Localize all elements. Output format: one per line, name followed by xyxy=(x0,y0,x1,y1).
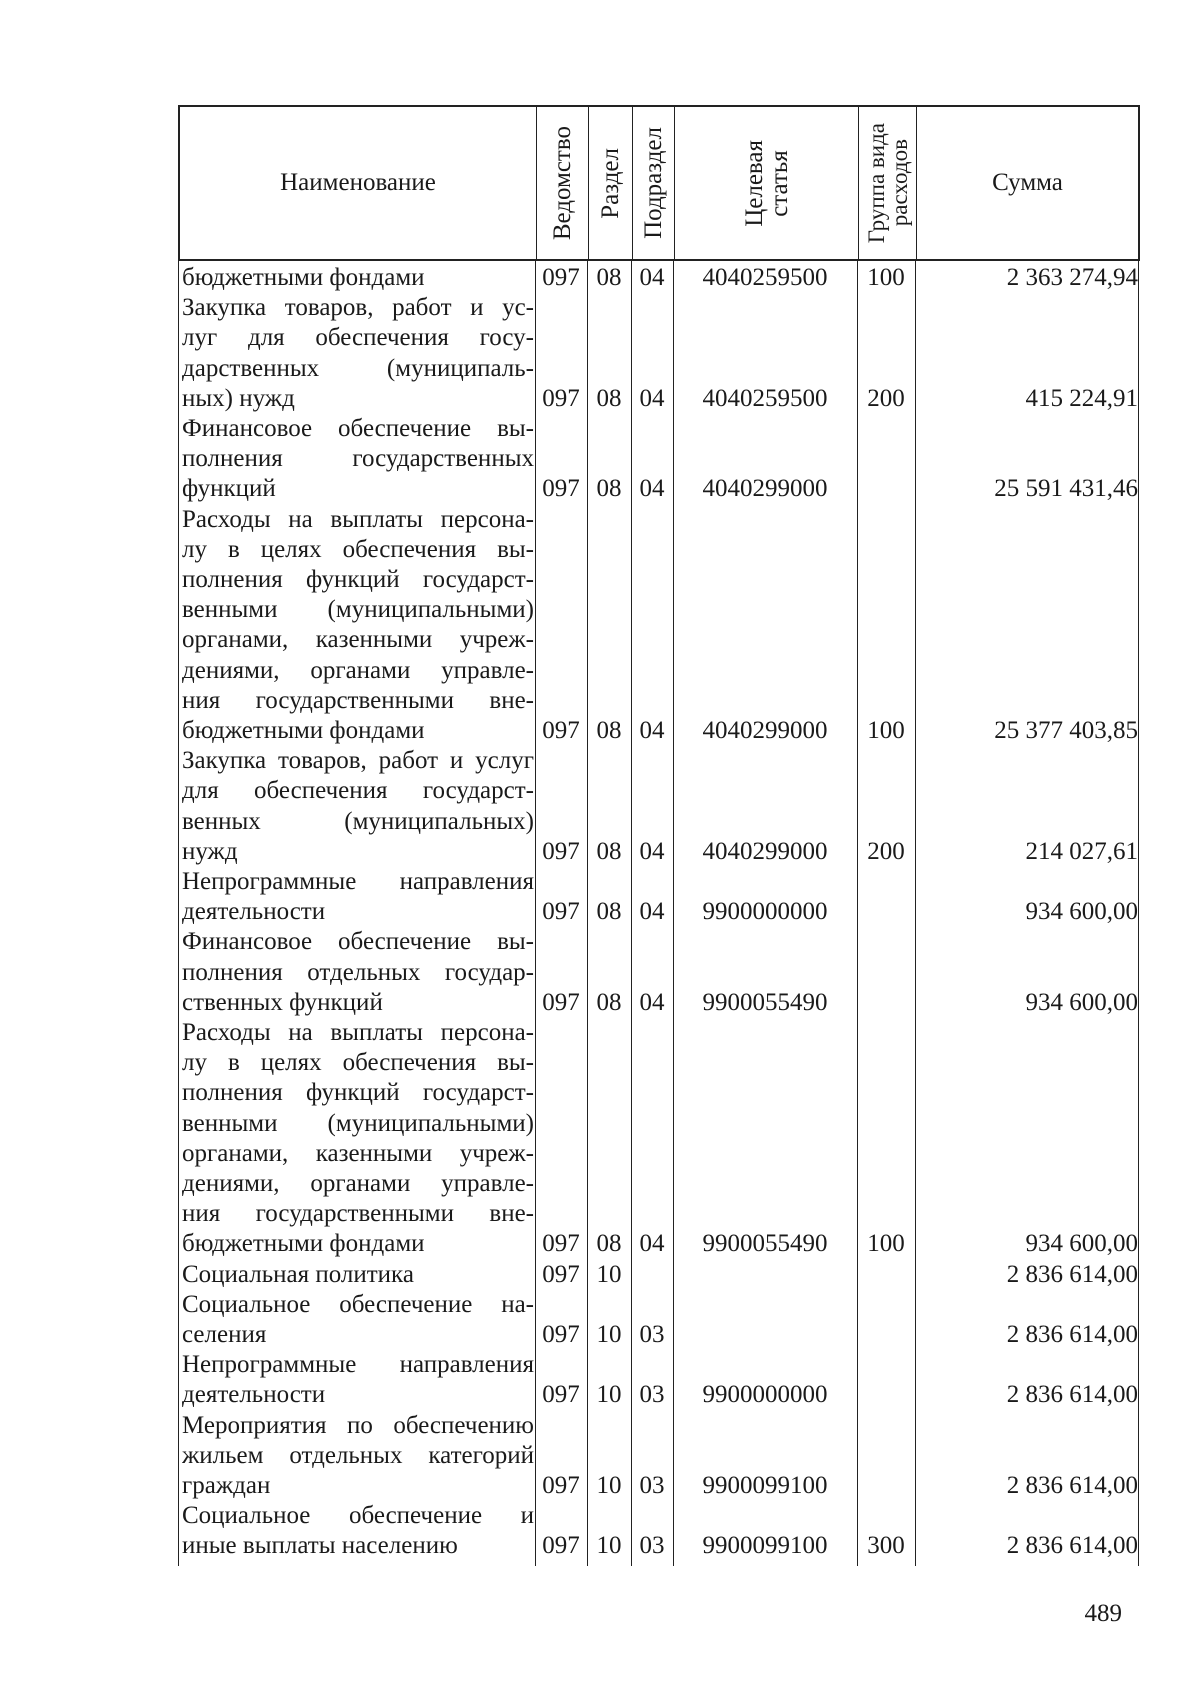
row-name-line: органами, казенными учреж- xyxy=(182,1139,534,1167)
row-podrazdel: 03 xyxy=(639,1320,665,1348)
row-name-line: иные выплаты населению xyxy=(182,1532,458,1560)
row-name xyxy=(182,263,534,293)
header-gruppa xyxy=(859,107,917,259)
row-ved: 097 xyxy=(542,898,580,926)
row-name-line: деятельности xyxy=(182,898,326,926)
row-name xyxy=(182,927,534,1018)
table-row xyxy=(178,293,1142,414)
row-podrazdel: 04 xyxy=(639,384,665,412)
row-name-line: полнения государственных xyxy=(182,445,534,473)
row-ved: 097 xyxy=(542,1471,580,1499)
row-name xyxy=(182,1290,534,1350)
row-name-line: деятельности xyxy=(182,1381,326,1409)
row-gruppa: 200 xyxy=(867,384,905,412)
header-gruppa-label xyxy=(865,123,911,243)
row-name-line: полнения отдельных государ- xyxy=(182,958,534,986)
row-gruppa: 300 xyxy=(867,1532,905,1560)
header-name-label: Наименование xyxy=(280,169,436,196)
row-name xyxy=(182,1018,534,1260)
row-name-line: луг для обеспечения госу- xyxy=(182,324,534,352)
row-podrazdel: 03 xyxy=(639,1532,665,1560)
row-name-line: ственных функций xyxy=(182,988,383,1016)
row-podrazdel: 04 xyxy=(639,988,665,1016)
row-ved: 097 xyxy=(542,263,580,291)
table-row xyxy=(178,263,1142,293)
row-podrazdel: 03 xyxy=(639,1381,665,1409)
row-ved: 097 xyxy=(542,837,580,865)
row-ved: 097 xyxy=(542,1230,580,1258)
table-body xyxy=(178,261,1142,1566)
row-name-line: лу в целях обеспечения вы- xyxy=(182,1049,534,1077)
row-ved: 097 xyxy=(542,988,580,1016)
row-name-line: Закупка товаров, работ и ус- xyxy=(182,294,534,322)
row-razdel: 08 xyxy=(596,716,622,744)
row-name-line: для обеспечения государст- xyxy=(182,777,534,805)
row-celevaya: 9900055490 xyxy=(702,988,828,1016)
header-summa-label: Сумма xyxy=(992,169,1063,196)
row-summa: 934 600,00 xyxy=(1025,898,1138,926)
row-podrazdel: 03 xyxy=(639,1471,665,1499)
row-name-line: дарственных (муниципаль- xyxy=(182,354,534,382)
row-ved: 097 xyxy=(542,1320,580,1348)
row-podrazdel: 04 xyxy=(639,837,665,865)
row-razdel: 08 xyxy=(596,837,622,865)
header-podrazdel-label: Подраздел xyxy=(640,127,667,239)
row-razdel: 10 xyxy=(596,1320,622,1348)
row-ved: 097 xyxy=(542,1260,580,1288)
row-name-line: дениями, органами управле- xyxy=(182,1169,534,1197)
header-ved xyxy=(537,107,589,259)
row-gruppa: 100 xyxy=(867,716,905,744)
row-celevaya: 4040259500 xyxy=(702,384,828,412)
table-row xyxy=(178,1411,1142,1502)
row-name-line: Социальная политика xyxy=(182,1260,414,1288)
row-name-line: функций xyxy=(182,475,276,503)
row-name-line: венными (муниципальными) xyxy=(182,1109,534,1137)
row-summa: 25 591 431,46 xyxy=(994,475,1138,503)
page-number: 489 xyxy=(1084,1600,1122,1627)
row-name-line: лу в целях обеспечения вы- xyxy=(182,535,534,563)
row-name xyxy=(182,293,534,414)
row-summa: 934 600,00 xyxy=(1025,1230,1138,1258)
header-gruppa-line1: Группа вида xyxy=(863,122,889,244)
row-name xyxy=(182,867,534,927)
row-celevaya: 9900055490 xyxy=(702,1230,828,1258)
row-name-line: Закупка товаров, работ и услуг xyxy=(182,747,534,775)
table-row xyxy=(178,1290,1142,1350)
row-name-line: Социальное обеспечение на- xyxy=(182,1290,534,1318)
row-summa: 25 377 403,85 xyxy=(994,716,1138,744)
header-razdel-label: Раздел xyxy=(597,147,624,219)
table-row xyxy=(178,505,1142,747)
table-row xyxy=(178,1018,1142,1260)
table-row xyxy=(178,1260,1142,1290)
table-row xyxy=(178,927,1142,1018)
row-summa: 2 836 614,00 xyxy=(1006,1381,1138,1409)
row-ved: 097 xyxy=(542,384,580,412)
row-podrazdel: 04 xyxy=(639,263,665,291)
row-razdel: 08 xyxy=(596,1230,622,1258)
row-name xyxy=(182,1501,534,1561)
row-celevaya: 4040299000 xyxy=(702,716,828,744)
header-ved-label: Ведомство xyxy=(549,125,576,241)
row-razdel: 08 xyxy=(596,475,622,503)
row-name-line: ных) нужд xyxy=(182,384,295,412)
row-celevaya: 4040299000 xyxy=(702,837,828,865)
row-name-line: дениями, органами управле- xyxy=(182,656,534,684)
row-name-line: Финансовое обеспечение вы- xyxy=(182,928,534,956)
row-razdel: 08 xyxy=(596,988,622,1016)
row-podrazdel: 04 xyxy=(639,475,665,503)
row-summa: 934 600,00 xyxy=(1025,988,1138,1016)
row-name-line: Финансовое обеспечение вы- xyxy=(182,415,534,442)
row-ved: 097 xyxy=(542,475,580,503)
header-razdel xyxy=(589,107,633,259)
row-podrazdel: 04 xyxy=(639,898,665,926)
row-name xyxy=(182,1411,534,1502)
row-name-line: полнения функций государст- xyxy=(182,565,534,593)
row-name-line: бюджетными фондами xyxy=(182,264,425,291)
row-summa: 2 836 614,00 xyxy=(1006,1471,1138,1499)
row-name-line: граждан xyxy=(182,1471,271,1499)
row-ved: 097 xyxy=(542,1381,580,1409)
header-gruppa-line2: расходов xyxy=(886,139,912,227)
row-name xyxy=(182,414,534,505)
row-name xyxy=(182,505,534,747)
row-razdel: 08 xyxy=(596,263,622,291)
row-name-line: Социальное обеспечение и xyxy=(182,1502,534,1530)
row-gruppa: 200 xyxy=(867,837,905,865)
row-razdel: 10 xyxy=(596,1532,622,1560)
row-name-line: венных (муниципальных) xyxy=(182,807,534,835)
row-name-line: жильем отдельных категорий xyxy=(182,1441,534,1469)
header-celevaya-line2: статья xyxy=(765,149,793,217)
row-name-line: бюджетными фондами xyxy=(182,1230,425,1258)
row-gruppa: 100 xyxy=(867,1230,905,1258)
row-summa: 214 027,61 xyxy=(1025,837,1138,865)
row-summa: 2 836 614,00 xyxy=(1006,1532,1138,1560)
row-name-line: полнения функций государст- xyxy=(182,1079,534,1107)
table-header xyxy=(178,105,1140,261)
row-celevaya: 9900000000 xyxy=(702,1381,828,1409)
row-name-line: органами, казенными учреж- xyxy=(182,626,534,654)
row-name-line: венными (муниципальными) xyxy=(182,596,534,624)
row-summa: 2 836 614,00 xyxy=(1006,1260,1138,1288)
row-razdel: 10 xyxy=(596,1381,622,1409)
table-row xyxy=(178,414,1142,505)
row-name xyxy=(182,1260,534,1290)
table-row xyxy=(178,1501,1142,1561)
table-row xyxy=(178,867,1142,927)
row-celevaya: 4040299000 xyxy=(702,475,828,503)
row-name-line: бюджетными фондами xyxy=(182,716,425,744)
table-row xyxy=(178,746,1142,867)
row-summa: 2 363 274,94 xyxy=(1006,263,1138,291)
row-razdel: 08 xyxy=(596,384,622,412)
row-celevaya: 9900099100 xyxy=(702,1532,828,1560)
row-ved: 097 xyxy=(542,1532,580,1560)
row-summa: 415 224,91 xyxy=(1025,384,1138,412)
row-name-line: Непрограммные направления xyxy=(182,868,534,895)
row-razdel: 10 xyxy=(596,1471,622,1499)
row-razdel: 08 xyxy=(596,898,622,926)
row-name-line: селения xyxy=(182,1320,267,1348)
row-celevaya: 4040259500 xyxy=(702,263,828,291)
row-name-line: нужд xyxy=(182,837,238,865)
header-celevaya-line1: Целевая xyxy=(740,139,768,227)
row-name xyxy=(182,746,534,867)
row-name-line: Мероприятия по обеспечению xyxy=(182,1411,534,1439)
row-name-line: Расходы на выплаты персона- xyxy=(182,505,534,533)
row-ved: 097 xyxy=(542,716,580,744)
header-celevaya xyxy=(675,107,859,259)
row-name-line: Расходы на выплаты персона- xyxy=(182,1019,534,1046)
row-celevaya: 9900000000 xyxy=(702,898,828,926)
header-celevaya-label xyxy=(742,140,792,227)
header-podrazdel xyxy=(633,107,675,259)
row-name-line: Непрограммные направления xyxy=(182,1351,534,1379)
header-name xyxy=(180,107,537,259)
row-name xyxy=(182,1350,534,1410)
row-name-line: ния государственными вне- xyxy=(182,686,534,714)
row-podrazdel: 04 xyxy=(639,1230,665,1258)
row-summa: 2 836 614,00 xyxy=(1006,1320,1138,1348)
row-celevaya: 9900099100 xyxy=(702,1471,828,1499)
header-summa xyxy=(917,107,1138,259)
row-podrazdel: 04 xyxy=(639,716,665,744)
row-name-line: ния государственными вне- xyxy=(182,1200,534,1228)
row-razdel: 10 xyxy=(596,1260,622,1288)
table-row xyxy=(178,1350,1142,1410)
row-gruppa: 100 xyxy=(867,263,905,291)
